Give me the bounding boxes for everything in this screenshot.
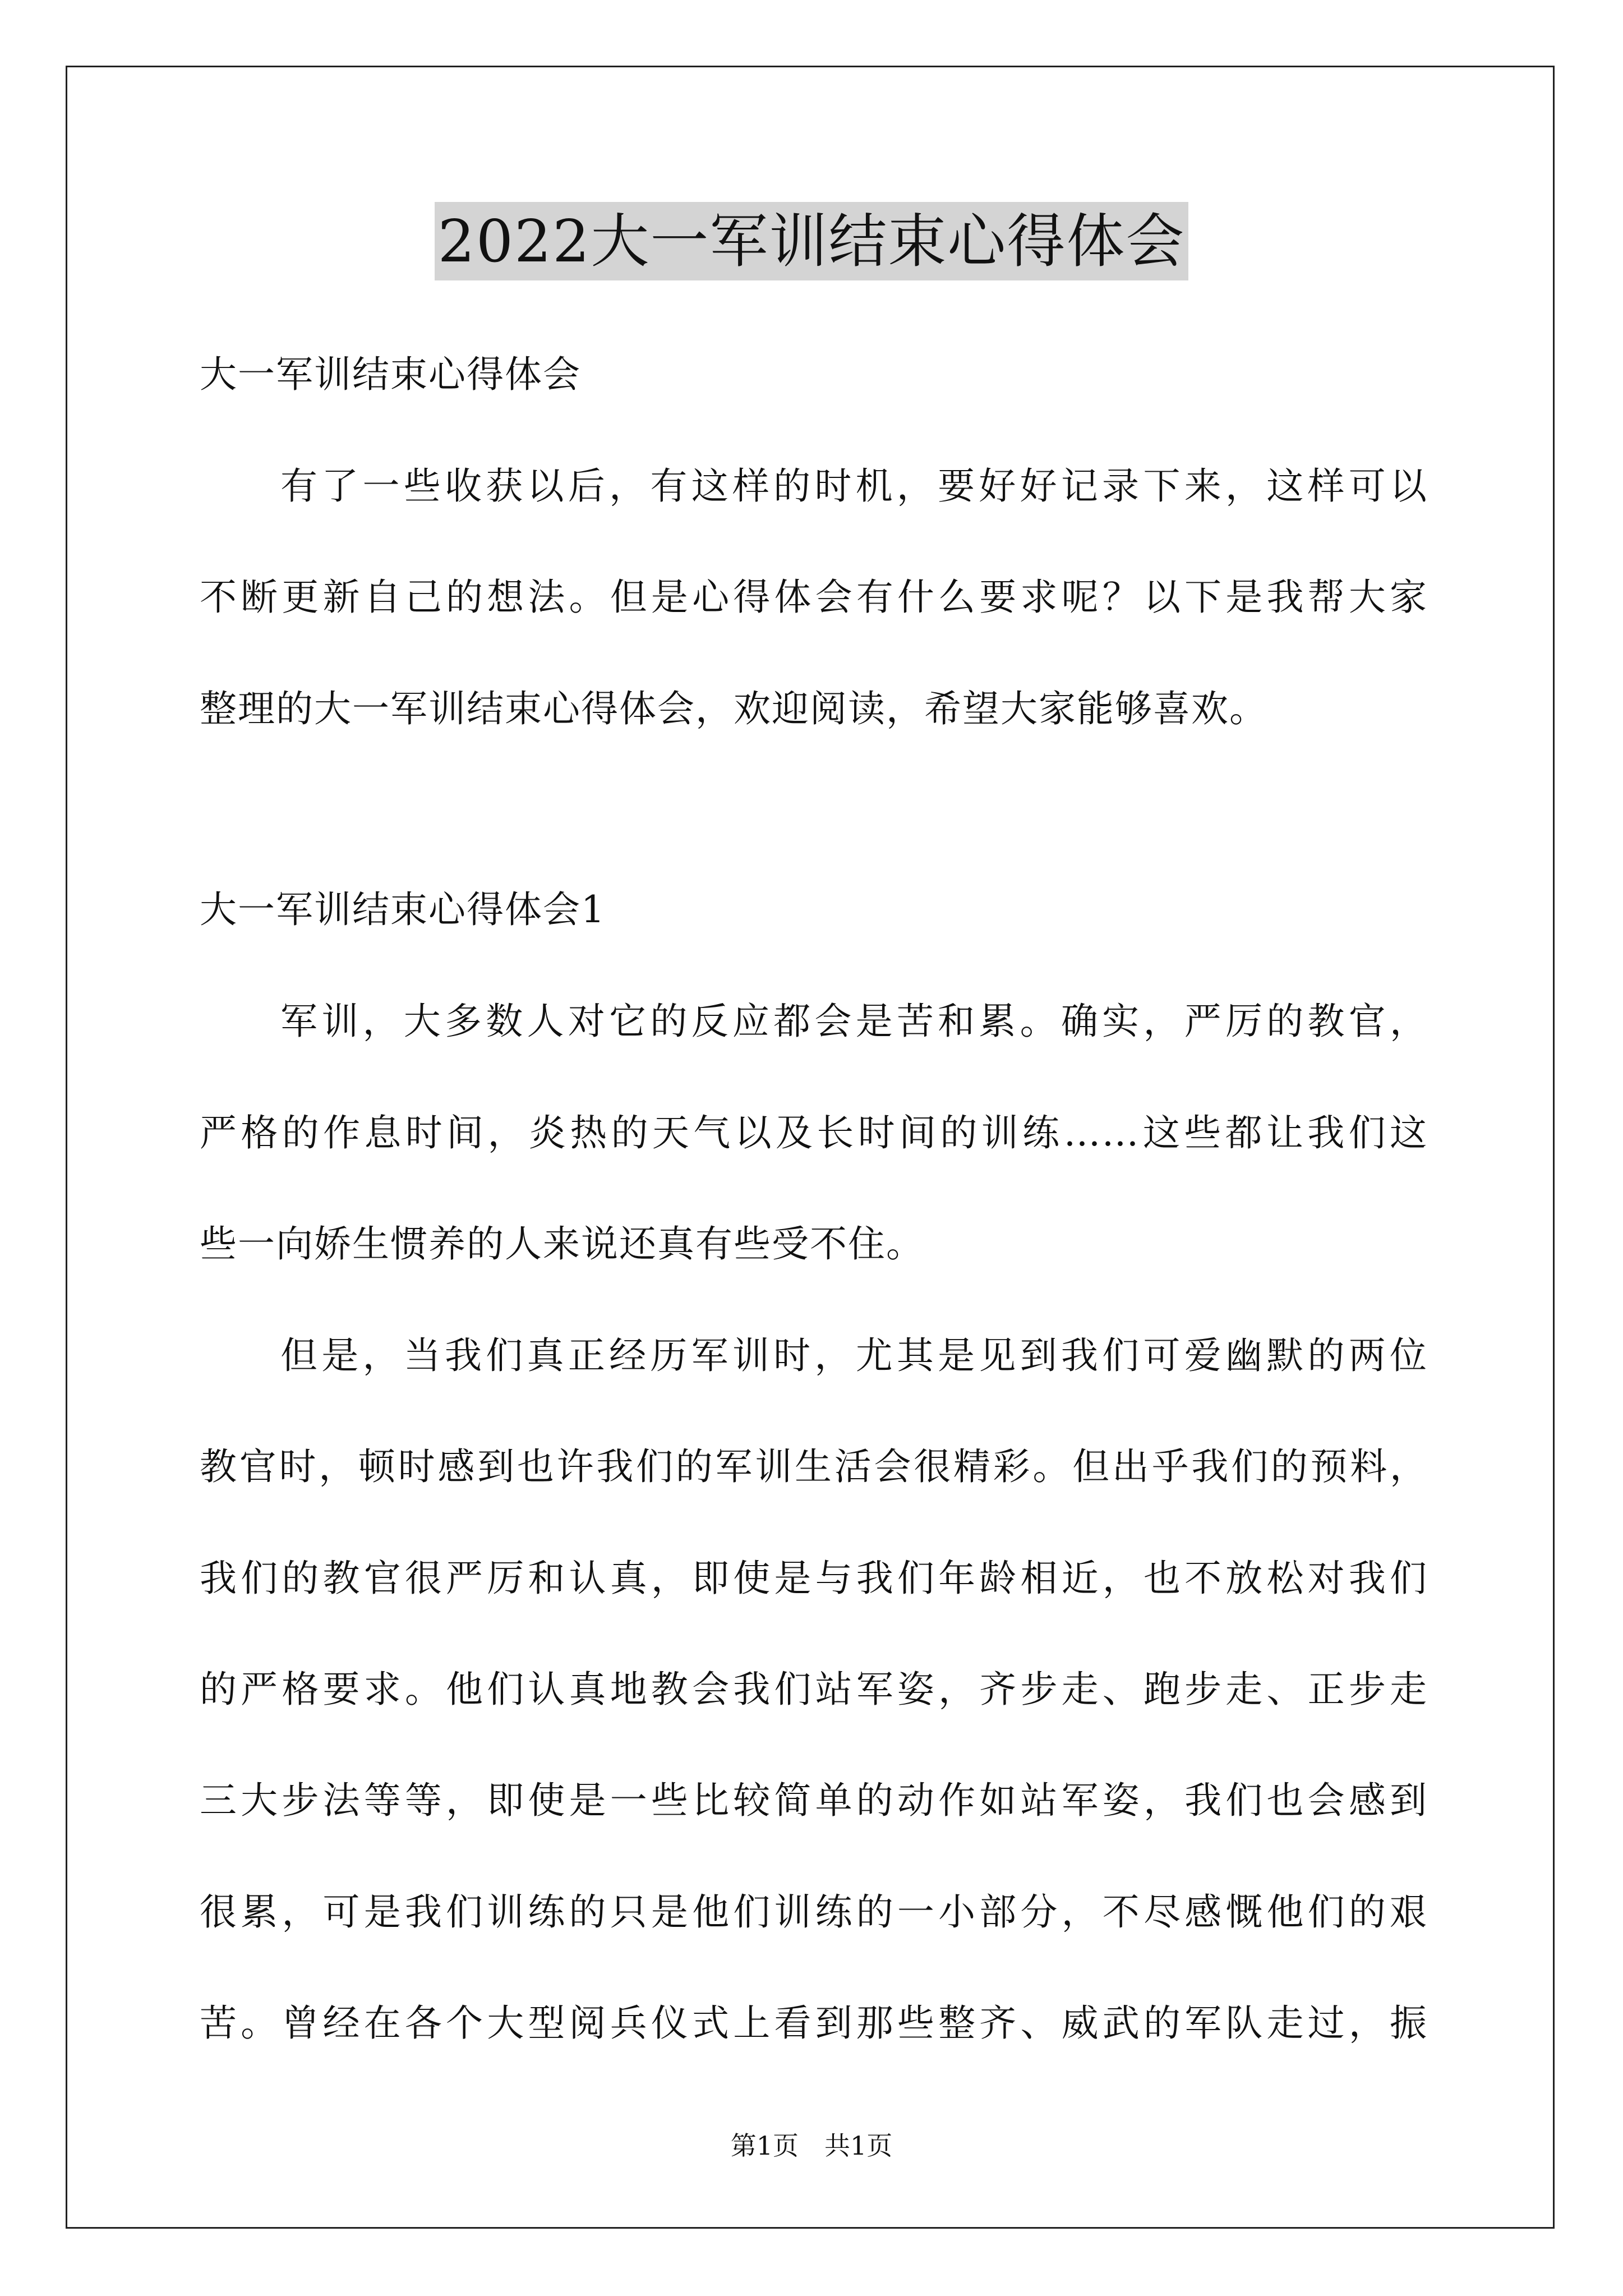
page-footer: 第1页 共1页 xyxy=(730,2131,893,2161)
paragraph-line: 军训，大多数人对它的反应都会是苦和累。确实，严厉的教官， xyxy=(280,1000,1428,1043)
paragraph-line: 教官时，顿时感到也许我们的军训生活会很精彩。但出乎我们的预料， xyxy=(200,1445,1428,1488)
section-heading: 大一军训结束心得体会1 xyxy=(200,888,606,931)
paragraph-line: 些一向娇生惯养的人来说还真有些受不住。 xyxy=(200,1222,924,1266)
paragraph-line: 但是，当我们真正经历军训时，尤其是见到我们可爱幽默的两位 xyxy=(280,1334,1428,1377)
intro-line: 有了一些收获以后，有这样的时机，要好好记录下来，这样可以 xyxy=(280,464,1428,508)
paragraph-line: 三大步法等等，即使是一些比较简单的动作如站军姿，我们也会感到 xyxy=(200,1779,1428,1822)
subheading: 大一军训结束心得体会 xyxy=(200,353,581,396)
intro-line: 整理的大一军训结束心得体会，欢迎阅读，希望大家能够喜欢。 xyxy=(200,687,1267,730)
document-title: 2022大一军训结束心得体会 xyxy=(435,202,1189,280)
paragraph-line: 严格的作息时间，炎热的天气以及长时间的训练……这些都让我们这 xyxy=(200,1111,1428,1154)
title-wrap xyxy=(0,202,1623,280)
paragraph-line: 的严格要求。他们认真地教会我们站军姿，齐步走、跑步走、正步走 xyxy=(200,1668,1428,1711)
paragraph-line: 苦。曾经在各个大型阅兵仪式上看到那些整齐、威武的军队走过，振 xyxy=(200,2001,1428,2045)
intro-line: 不断更新自己的想法。但是心得体会有什么要求呢？以下是我帮大家 xyxy=(200,576,1428,619)
paragraph-line: 很累，可是我们训练的只是他们训练的一小部分，不尽感慨他们的艰 xyxy=(200,1890,1428,1934)
paragraph-line: 我们的教官很严厉和认真，即使是与我们年龄相近，也不放松对我们 xyxy=(200,1557,1428,1600)
